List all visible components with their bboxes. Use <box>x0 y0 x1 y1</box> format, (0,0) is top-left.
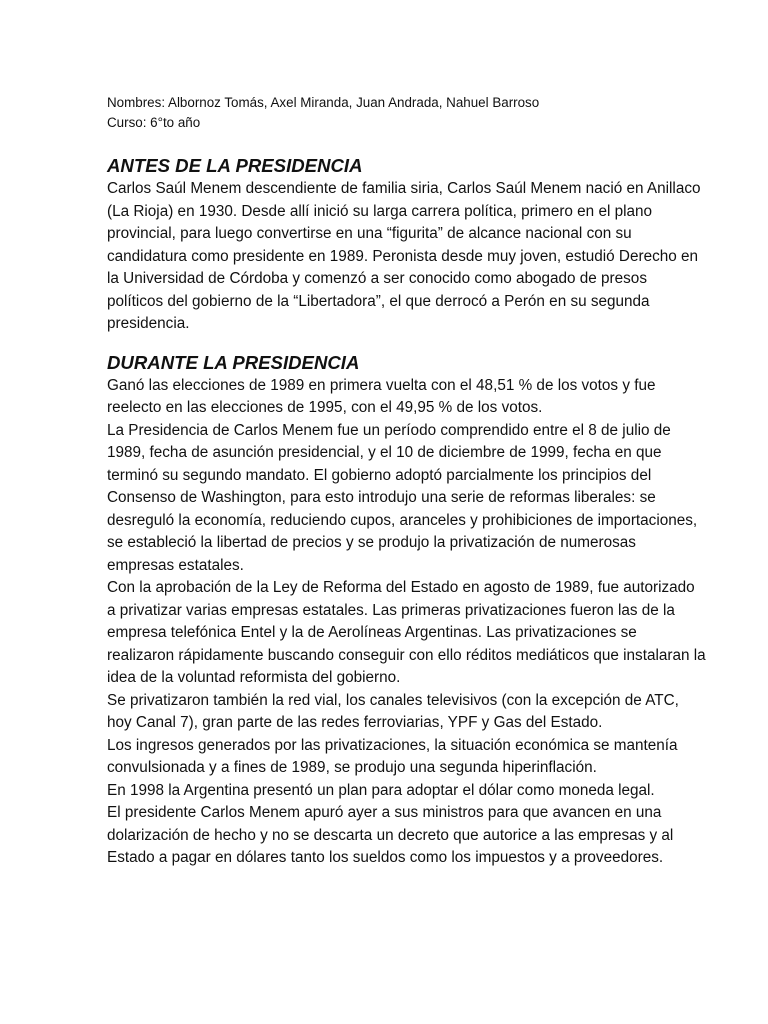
student-names: Nombres: Albornoz Tomás, Axel Miranda, Juan Andrada, Nahuel Barroso <box>107 95 540 110</box>
document-page <box>107 93 707 870</box>
paragraph: Con la aprobación de la Ley de Reforma del Estado en agosto de 1989, fue autorizado a privatizar varias empresas estatales. Las primeras privatizaciones fueron las de la empresa telefónica Entel y la de Aerolíneas Argentinas. Las privatizaciones se realizaron rápidamente buscando conseguir con ello réditos mediáticos que instalaran la idea de la voluntad reformista del gobierno. <box>107 579 706 686</box>
paragraph: Ganó las elecciones de 1989 en primera vuelta con el 48,51 % de los votos y fue reelecto en las elecciones de 1995, con el 49,95 % de los votos. <box>107 376 656 416</box>
section-heading-before-presidency: ANTES DE LA PRESIDENCIA <box>107 155 363 176</box>
course-line: Curso: 6°to año <box>107 115 201 130</box>
paragraph: La Presidencia de Carlos Menem fue un período comprendido entre el 8 de julio de 1989, fecha de asunción presidencial, y el 10 de diciembre de 1999, fecha en que terminó su segundo mandato. El gobierno adoptó parcialmente los principios del Consenso de Washington, para esto introdujo una serie de reformas liberales: se desreguló la economía, reduciendo cupos, aranceles y prohibiciones de importaciones, se estableció la libertad de precios y se produjo la privatización de numerosas empresas estatales. <box>107 421 698 574</box>
paragraph: Se privatizaron también la red vial, los canales televisivos (con la excepción de ATC, hoy Canal 7), gran parte de las redes ferroviarias, YPF y Gas del Estado. <box>107 691 679 731</box>
paragraph: El presidente Carlos Menem apuró ayer a sus ministros para que avancen en una dolarización de hecho y no se descarta un decreto que autorice a las empresas y al Estado a pagar en dólares tanto los sueldos como los impuestos y a proveedores. <box>107 804 674 866</box>
section-heading-during-presidency: DURANTE LA PRESIDENCIA <box>107 351 360 373</box>
paragraph: En 1998 la Argentina presentó un plan para adoptar el dólar como moneda legal. <box>107 781 655 799</box>
paragraph: Los ingresos generados por las privatizaciones, la situación económica se mantenía convulsionada y a fines de 1989, se produjo una segunda hiperinflación. <box>107 736 678 776</box>
paragraph: Carlos Saúl Menem descendiente de familia siria, Carlos Saúl Menem nació en Anillaco (La Rioja) en 1930. Desde allí inició su larga carrera política, primero en el plano provincial, para luego convertirse en una “figurita” de alcance nacional con su candidatura como presidente en 1989. Peronista desde muy joven, estudió Derecho en la Universidad de Córdoba y comenzó a ser conocido como abogado de presos políticos del gobierno de la “Libertadora”, el que derrocó a Perón en su segunda presidencia. <box>107 180 701 332</box>
